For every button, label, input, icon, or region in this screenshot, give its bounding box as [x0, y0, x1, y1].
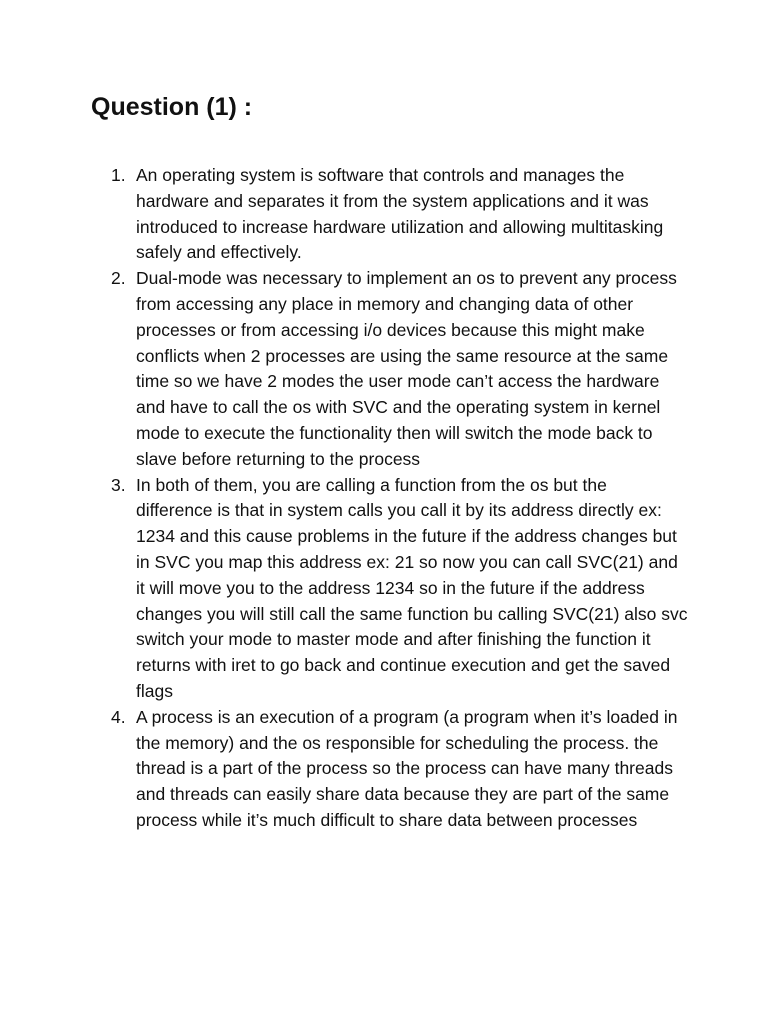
- answer-item: [111, 473, 688, 705]
- answer-text: A process is an execution of a program (a program when it’s loaded in the memory) and the os responsible for scheduling the process. the thread is a part of the process so the process can have many threads and threads can easily share data because they are part of the same process while it’s much difficult to share data between processes: [136, 706, 678, 830]
- answer-number: 2.: [111, 268, 126, 289]
- answer-number: 4.: [111, 706, 126, 727]
- answer-text: An operating system is software that controls and manages the hardware and separates it from the system applications and it was introduced to increase hardware utilization and allowing multitasking safely and effectively.: [136, 165, 664, 263]
- answer-text: Dual-mode was necessary to implement an os to prevent any process from accessing any place in memory and changing data of other processes or from accessing i/o devices because this might make conflicts when 2 processes are using the same resource at the same time so we have 2 modes the user mode can’t access the hardware and have to call the os with SVC and the operating system in kernel mode to execute the functionality then will switch the mode back to slave before returning to the process: [136, 268, 677, 469]
- answer-item: [111, 705, 688, 834]
- answer-list: [111, 163, 688, 834]
- question-title: Question (1) :: [91, 93, 253, 121]
- answer-number: 1.: [111, 165, 126, 185]
- answer-text: In both of them, you are calling a function from the os but the difference is that in system calls you call it by its address directly ex: 1234 and this cause problems in the future if the address changes but in SVC you map this address ex: 21 so now you can call SVC(21) and it will move you to the address 1234 so in the future if the address changes you will still call the same function bu calling SVC(21) also svc switch your mode to master mode and after finishing the function it returns with iret to go back and continue execution and get the saved flags: [136, 474, 688, 701]
- answer-item: [111, 163, 688, 266]
- answer-number: 3.: [111, 474, 126, 495]
- answer-item: [111, 266, 688, 472]
